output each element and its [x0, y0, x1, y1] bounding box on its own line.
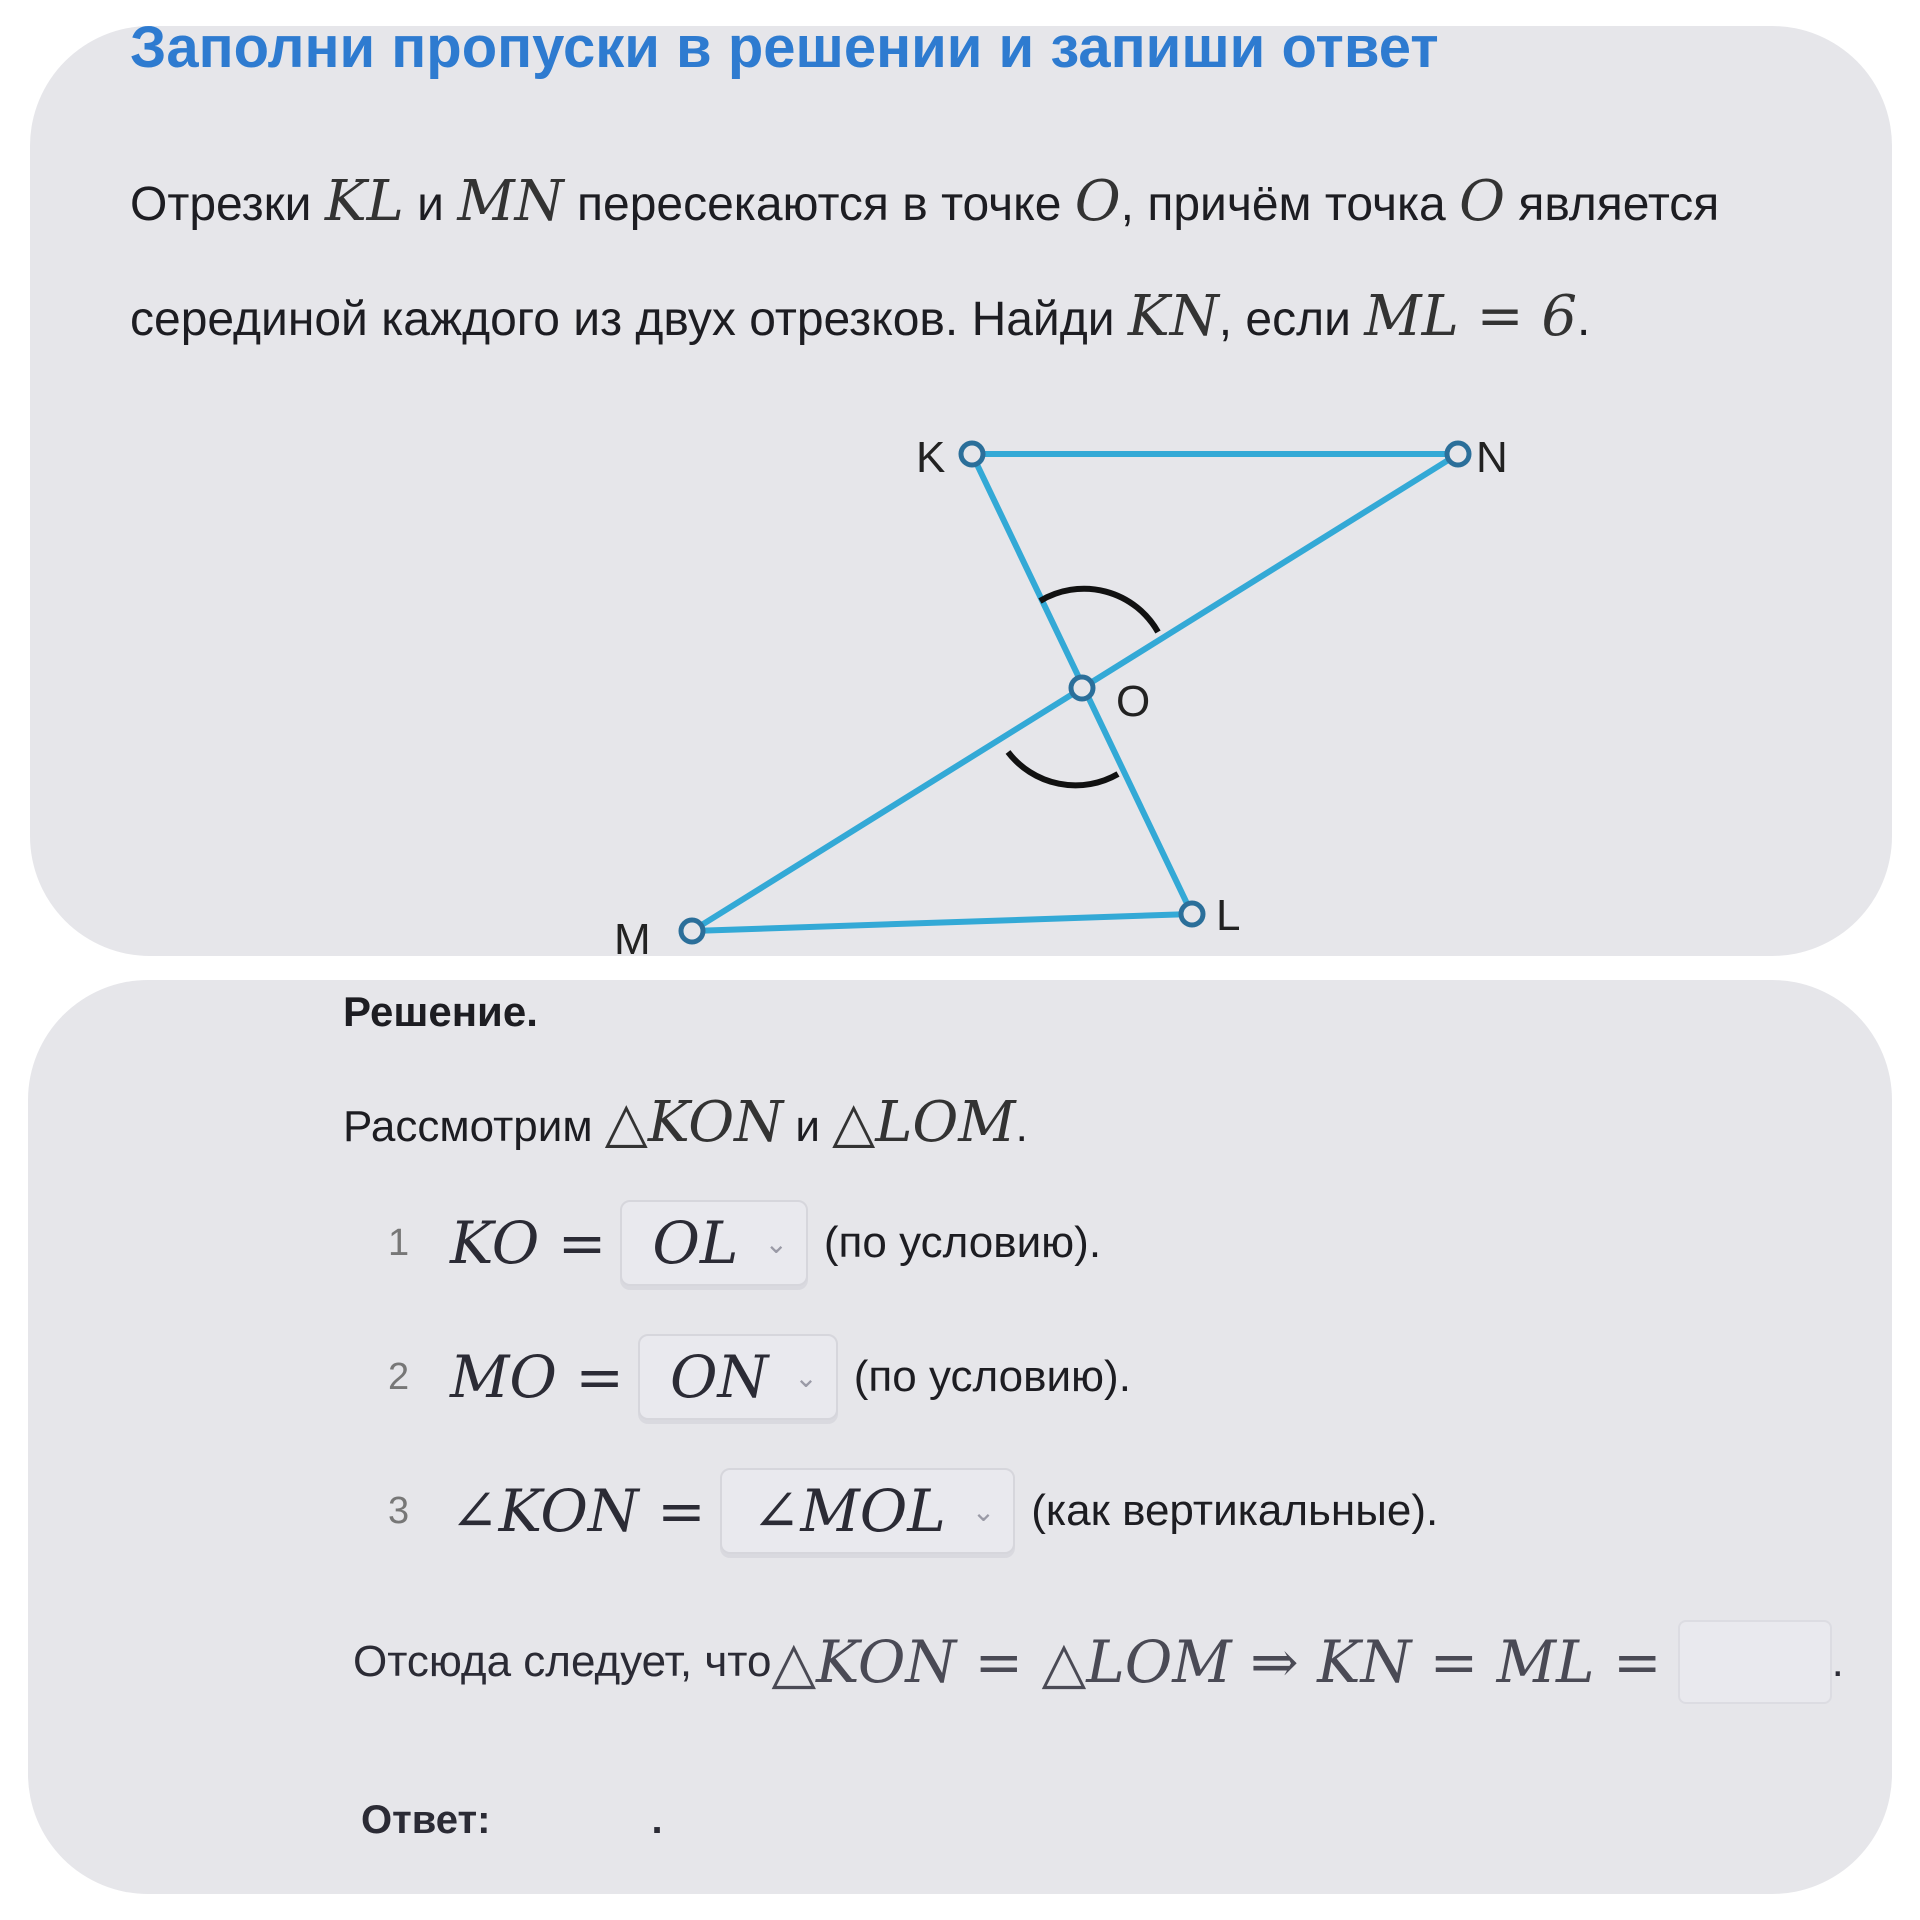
solution-intro: Рассмотрим △KON и △LOM.	[343, 1090, 1028, 1155]
step-number: 2	[388, 1355, 410, 1398]
step-reason: (как вертикальные).	[1031, 1486, 1439, 1535]
label-l: L	[1216, 891, 1241, 940]
dropdown-selected-value: ON	[669, 1343, 769, 1411]
label-n: N	[1476, 433, 1508, 482]
step-lhs: ∠KON =	[450, 1477, 706, 1545]
solution-card	[28, 980, 1892, 1894]
chevron-down-icon: ⌄	[764, 1227, 788, 1259]
triangle-kon: △KON	[604, 1090, 784, 1155]
point-o: O	[1074, 169, 1121, 234]
step-lhs: KO =	[450, 1209, 607, 1277]
segment-kl: KL	[324, 169, 404, 234]
answer-label: Ответ:	[361, 1798, 491, 1842]
dropdown-selected-value: OL	[652, 1209, 739, 1277]
answer-dropdown-2[interactable]	[638, 1334, 838, 1420]
chevron-down-icon: ⌄	[794, 1361, 818, 1393]
answer-dropdown-3[interactable]	[720, 1468, 1016, 1554]
angle-kon-arc	[1040, 589, 1158, 632]
solution-step-1	[388, 1198, 1101, 1288]
conclusion-formula: △KON = △LOM ⇒ KN = ML =	[771, 1628, 1662, 1696]
step-lhs: MO =	[450, 1343, 624, 1411]
answer-dropdown-1[interactable]	[620, 1200, 808, 1286]
point-k	[961, 443, 983, 465]
point-o	[1071, 677, 1093, 699]
point-m	[681, 920, 703, 942]
segment-mn: MN	[457, 169, 564, 234]
problem-card	[30, 26, 1892, 956]
task-header: Заполни пропуски в решении и запиши ответ	[130, 26, 1439, 80]
solution-title: Решение.	[343, 988, 538, 1035]
step-reason: (по условию).	[853, 1352, 1131, 1401]
dropdown-selected-value: ∠MOL	[751, 1477, 946, 1545]
point-n	[1447, 443, 1469, 465]
solution-conclusion: Отсюда следует, что △KON = △LOM ⇒ KN = ML = .	[353, 1620, 1844, 1704]
kn-value-input[interactable]	[1678, 1620, 1832, 1704]
label-k: K	[916, 433, 946, 482]
step-reason: (по условию).	[823, 1218, 1102, 1267]
given-ml: ML = 6	[1364, 284, 1577, 349]
label-o: O	[1116, 677, 1151, 726]
chevron-down-icon: ⌄	[971, 1495, 996, 1527]
segment-ml-line	[692, 914, 1192, 931]
angle-mol-arc	[1008, 752, 1118, 785]
solution-step-2	[388, 1332, 1131, 1422]
problem-statement: Отрезки KL и MN пересекаются в точке O, причём точка O является серединой каждого из двух отрезков. Найди KN, если ML = 6.	[130, 169, 1720, 349]
geometry-figure	[30, 26, 1892, 956]
step-number: 1	[388, 1221, 410, 1264]
label-m: M	[614, 915, 651, 956]
answer-row: Ответ: .	[361, 1798, 663, 1842]
triangle-lom: △LOM	[832, 1090, 1016, 1155]
point-o: O	[1459, 169, 1505, 234]
solution-step-3	[388, 1466, 1438, 1556]
point-l	[1181, 903, 1203, 925]
segment-kn: KN	[1127, 284, 1219, 349]
step-number: 3	[388, 1489, 410, 1532]
